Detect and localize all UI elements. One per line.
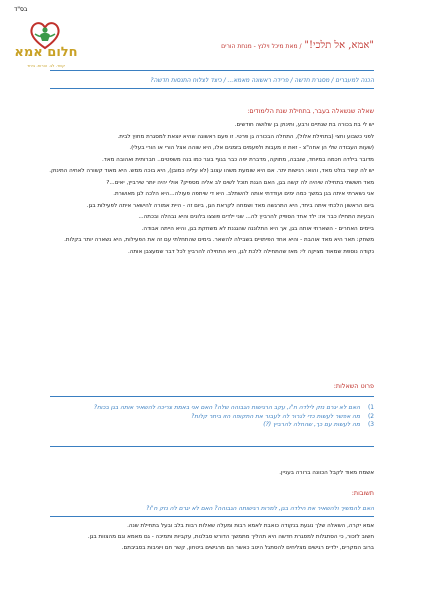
divider — [50, 88, 374, 89]
paragraph: (שעות העבודה שלי הן אחה"צ - זאת זו מעבות ולפעמים בזמנים אלו, היא שוהה אצל הורי או הורי בעלי). — [129, 145, 374, 151]
logo — [14, 20, 78, 72]
answers-heading: תשובות: — [351, 489, 374, 497]
paragraph: מאד חששתי בתחילה שיהיה לה קשה בגן, האם הגנת תוכל לשים לב אליה מספיק? אולי יהיה יותר שירביץ, יאים...? — [106, 179, 374, 186]
paragraph: נקודה נוספת שמאוד מציקה לי: מאז שהתחילה ללכת לגן, היא התחילה להרביץ לכל דבר שמעצבן אותה. — [127, 248, 374, 255]
divider — [50, 446, 374, 447]
list-number: 2) — [367, 413, 374, 420]
list-item — [44, 421, 374, 430]
paragraph: מדובר בילדה חכמה במיוחד, שובבה, מתוקה, מדברת יפה כבר בגוף בוגר כמו בנה משפטים.. חברותית ואהובה מאד. — [102, 156, 374, 163]
list-number: 3) — [367, 422, 374, 429]
thanks-text: אשמח מאוד לקבל הכוונה ברורה בעניין. — [279, 470, 374, 476]
paragraph: חשוב לזכור, כי הסתגלות למסגרת חדשה היא תהליך מתמשך הדורש סבלנות, עקביות ותמיכה - גם מאמא וגם מהצוות בגן. — [87, 534, 374, 541]
list-item — [44, 413, 374, 422]
title-main: "אמא, אל תלכי!" — [304, 40, 374, 51]
paragraph: ביום הראשון הלכתי איתה ביחד, היא התרגשה מאד ושמחה לקראת הגן, ביום זה - היית אמורה להישאר איתה לפעילות בגן. — [86, 202, 374, 209]
paragraph: לפני כשבוע וחצי (בתחילת אלול), התחלה הבכורה גן פרטי. זו פעם ראשונה שהיא יוצאת למסגרת מחוץ לבית. — [117, 133, 374, 140]
paragraph: יש לי בת בכורה בת שנתיים ורבע, ותינוק בן שלושה חודשים. — [234, 122, 374, 128]
page-title — [221, 40, 374, 51]
bsd-header: בס"ד — [14, 6, 28, 13]
paragraph: אני נשארתי איתה בגן במשך כמה ימים ועודדתי אותה להשתלב. היא די שיתפה פעולה...היא הלכה לגן מאושרת. — [113, 191, 374, 197]
question-body — [44, 121, 374, 259]
paragraph: הבעיות התחילו כבר אז: ילד אחד הספיק להרביץ לה... שני ילדים פוצצו בלונים והיא נבהלה ובכתה... — [138, 214, 374, 220]
paragraph: ברוב המקרים, ילדים רגישים מצליחים להסתגל היטב כאשר הם מרגישים ביטחון, קשר חם ויציבות בסביבתם. — [121, 545, 374, 552]
answer-body — [44, 522, 374, 556]
questions-list — [44, 404, 374, 430]
list-number: 1) — [367, 405, 374, 411]
divider — [50, 516, 374, 517]
list-item — [44, 404, 374, 413]
question-text: מה לעשות עם כך, שהחלה להרביץ (?) — [263, 422, 360, 429]
summary-heading: פרוט השאלות: — [333, 382, 374, 390]
question-heading: שאלה שנשאלה בעבר, בתחילת שנת הלימודים: — [247, 107, 374, 115]
logo-tagline: קשר. לב. הורות. ביחד — [27, 63, 65, 68]
paragraph: משחק: תאר היא מאד אוהבת - והיא אחד הפיתויים בשבילה להשאר. בימים שהתחלתי עם זה את הפעילות, היא נשארה יותר בקלות. — [64, 237, 374, 243]
logo-text: חלום אמא — [14, 45, 78, 60]
divider — [50, 70, 374, 71]
question-text: מה אפשר לעשות כדי לגרור לה לעבור את התקופה הזו ביתר קלות? — [191, 413, 360, 420]
paragraph: אמא יקרה, השאלה שלך נוגעת בנקודה כואבת לאמא רבות ומעלה שאלות רבות בלב ובעל בתחילת שנה. — [127, 523, 374, 529]
answer-question: האם להמשיך ולהשאיר את הילדה בגן, למרות רגישותה הגבוהה? האם לא יגרם לה נזק ח"ו? — [146, 506, 374, 512]
divider — [50, 396, 374, 397]
question-text: האם לא יגרם נזק לילדה ח"ו, עקב הרגישות הגבוהה שלה? האם אני באמת צריכה להשאיר אותה בגן בכוח? — [93, 405, 360, 411]
paragraph: ביימים האחרים - השארתי אותה בגן, אך היא התלוננה שהגננת לא משחקת בגן, והיא הייתה אבודה. — [141, 225, 374, 232]
title-author: / מאת מיכל וילנץ - מנחת הורים — [221, 43, 302, 50]
paragraph: יש לה קשר בולט מאד, והוא: רגישות יתר. אם היא שומעת משהו עצוב (לא עליה כמובן), היא בוכה ממש. היא מאוד קשורה לאחיה התינוק. — [49, 168, 374, 174]
breadcrumb: הכנה למעברים / מסגרת חדשה / פרידה ראשונה מאמא... / כיצד לצלוח התנסות חדשה? — [150, 77, 374, 84]
